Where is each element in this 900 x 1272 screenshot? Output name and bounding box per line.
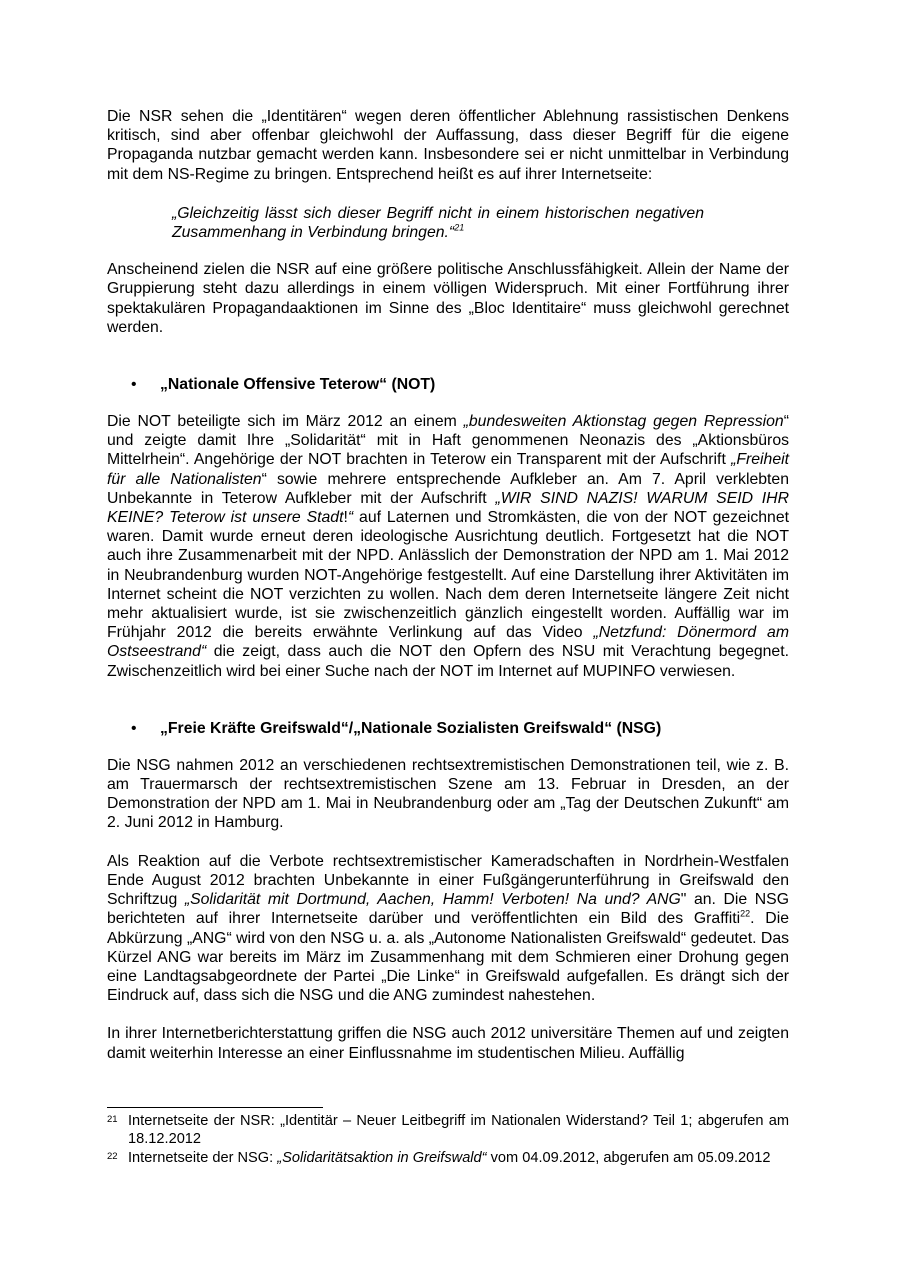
footnotes bbox=[107, 1113, 789, 1170]
text-run-italic: “ bbox=[347, 509, 354, 527]
nsg-paragraph-1: Die NSG nahmen 2012 an verschiedenen rechtsextremistischen Demonstrationen teil, wie z. B. am Trauermarsch der rechtsextremistischen Szene am 13. Februar in Dresden, an der Demonstration der NPD am 1. Mai in Neubrandenburg oder am „Tag der Deutschen Zukunft“ am 2. Juni 2012 in Hamburg. bbox=[107, 756, 789, 832]
text-run-italic: „Freiheit für alle Nationalisten bbox=[107, 451, 789, 488]
text-run-italic: „Netzfund: Dönermord am Ostseestrand“ bbox=[107, 624, 789, 661]
nsr-quote bbox=[172, 204, 704, 242]
text-run: Internetseite der NSG: bbox=[128, 1150, 278, 1167]
text-run: ! bbox=[343, 509, 348, 527]
text-run-italic: „WIR SIND NAZIS! WARUM SEID IHR KEINE? Teterow ist unsere Stadt bbox=[107, 489, 789, 527]
footnote-ref-22[interactable]: 22 bbox=[740, 909, 751, 920]
not-section-heading bbox=[107, 375, 789, 394]
bullet-icon: • bbox=[131, 376, 137, 394]
text-run: “ und zeigte damit Ihre „Solidarität“ mit in Haft genommenen Neonazis des „Aktionsbüros Mittelrhein“. Angehörige der NOT brachten in Teterow ein Transparent mit der Aufschrift bbox=[107, 413, 789, 469]
text-run: . Die Abkürzung „ANG“ wird von den NSG u. a. als „Autonome Nationalisten Greifswald“ gedeutet. Das Kürzel ANG war bereits im März im Zusammenhang mit dem Schmieren einer Drohung gegen eine Landtagsabgeordnete der Partei „Die Linke“ in Greifswald aufgefallen. Es drängt sich der Eindruck auf, dass sich die NSG und die ANG zumindest nahestehen. bbox=[107, 910, 790, 1005]
nsr-paragraph-1: Die NSR sehen die „Identitären“ wegen deren öffentlicher Ablehnung rassistischen Denkens kritisch, sind aber offenbar gleichwohl der Auffassung, dass dieser Begriff für die eigene Propaganda nutzbar gemacht werden kann. Insbesondere sei er nicht unmittelbar in Verbindung mit dem NS-Regime zu bringen. Entsprechend heißt es auf ihrer Internetseite: bbox=[107, 108, 789, 183]
nsg-heading-text: „Freie Kräfte Greifswald“/„Nationale Sozialisten Greifswald“ (NSG) bbox=[160, 719, 662, 737]
footnote-divider bbox=[107, 1107, 323, 1108]
footnote-21 bbox=[107, 1113, 789, 1148]
footnote-22 bbox=[107, 1150, 789, 1168]
text-run: vom 04.09.2012, abgerufen am 05.09.2012 bbox=[486, 1150, 771, 1167]
footnote-text: Internetseite der NSR: „Identitär – Neuer Leitbegriff im Nationalen Widerstand? Teil 1; abgerufen am 18.12.2012 bbox=[128, 1113, 789, 1147]
text-run: “ sowie mehrere entsprechende Aufkleber an. Am 7. April verklebten Unbekannte in Teterow Aufkleber mit der Aufschrift bbox=[107, 470, 789, 507]
text-run: die zeigt, dass auch die NOT den Opfern des NSU mit Verachtung begegnet. Zwischenzeitlich wird bei einer Suche nach der NOT im Internet auf MUPINFO verwiesen. bbox=[107, 643, 789, 680]
text-run-italic: „Solidaritätsaktion in Greifswald“ bbox=[277, 1150, 487, 1167]
nsg-section-heading bbox=[107, 719, 789, 738]
document-page bbox=[107, 107, 789, 1063]
nsr-quote-text: „Gleichzeitig lässt sich dieser Begriff nicht in einem historischen negativen Zusammenhang in Verbindung bringen.“ bbox=[172, 204, 704, 242]
not-paragraph bbox=[107, 412, 789, 681]
nsg-paragraph-3: In ihrer Internetberichterstattung griffen die NSG auch 2012 universitäre Themen auf und zeigten damit weiterhin Interesse an einer Einflussnahme im studentischen Milieu. Auffällig bbox=[107, 1025, 789, 1062]
footnote-number: 21 bbox=[107, 1114, 118, 1125]
nsg-paragraph-2 bbox=[107, 852, 789, 1006]
not-heading-text: „Nationale Offensive Teterow“ (NOT) bbox=[160, 376, 436, 394]
footnote-ref-21[interactable]: 21 bbox=[454, 222, 465, 233]
text-run: " an. Die NSG berichteten auf ihrer Internetseite darüber und veröffentlichten ein Bild des Graffiti bbox=[107, 891, 789, 928]
footnote-number: 22 bbox=[107, 1151, 118, 1163]
bullet-icon: • bbox=[131, 719, 137, 737]
text-run-italic: „Solidarität mit Dortmund, Aachen, Hamm! Verboten! Na und? ANG bbox=[184, 891, 681, 909]
text-run: Als Reaktion auf die Verbote rechtsextremistischer Kameradschaften in Nordrhein-Westfalen Ende August 2012 brachten Unbekannte in einer Fußgängerunterführung in Greifswald den Schriftzug bbox=[107, 852, 789, 909]
text-run: auf Laternen und Stromkästen, die von der NOT gezeichnet waren. Damit wurde erneut deren ideologische Ausrichtung deutlich. Fortgesetzt hat die NOT auch ihre Zusammenarbeit mit der NPD. Anlässlich der Demonstration der NPD am 1. Mai 2012 in Neubrandenburg wurden NOT-Angehörige festgestellt. Auf eine Darstellung ihrer Aktivitäten im Internet scheint die NOT verzichten zu wollen. Nach dem deren Internetseite längere Zeit nicht mehr aktualisiert wurde, ist sie zwischenzeitlich gänzlich eingestellt worden. Auffällig war im Frühjahr 2012 die bereits erwähnte Verlinkung auf das Video bbox=[107, 509, 789, 642]
text-run-italic: „bundesweiten Aktionstag gegen Repression bbox=[463, 413, 784, 431]
nsr-paragraph-2: Anscheinend zielen die NSR auf eine größere politische Anschlussfähigkeit. Allein der Name der Gruppierung steht dazu allerdings in einem völligen Widerspruch. Mit einer Fortführung ihrer spektakulären Propagandaaktionen im Sinne des „Bloc Identitaire“ muss gleichwohl gerechnet werden. bbox=[107, 261, 789, 336]
text-run: Die NOT beteiligte sich im März 2012 an einem bbox=[107, 413, 464, 431]
